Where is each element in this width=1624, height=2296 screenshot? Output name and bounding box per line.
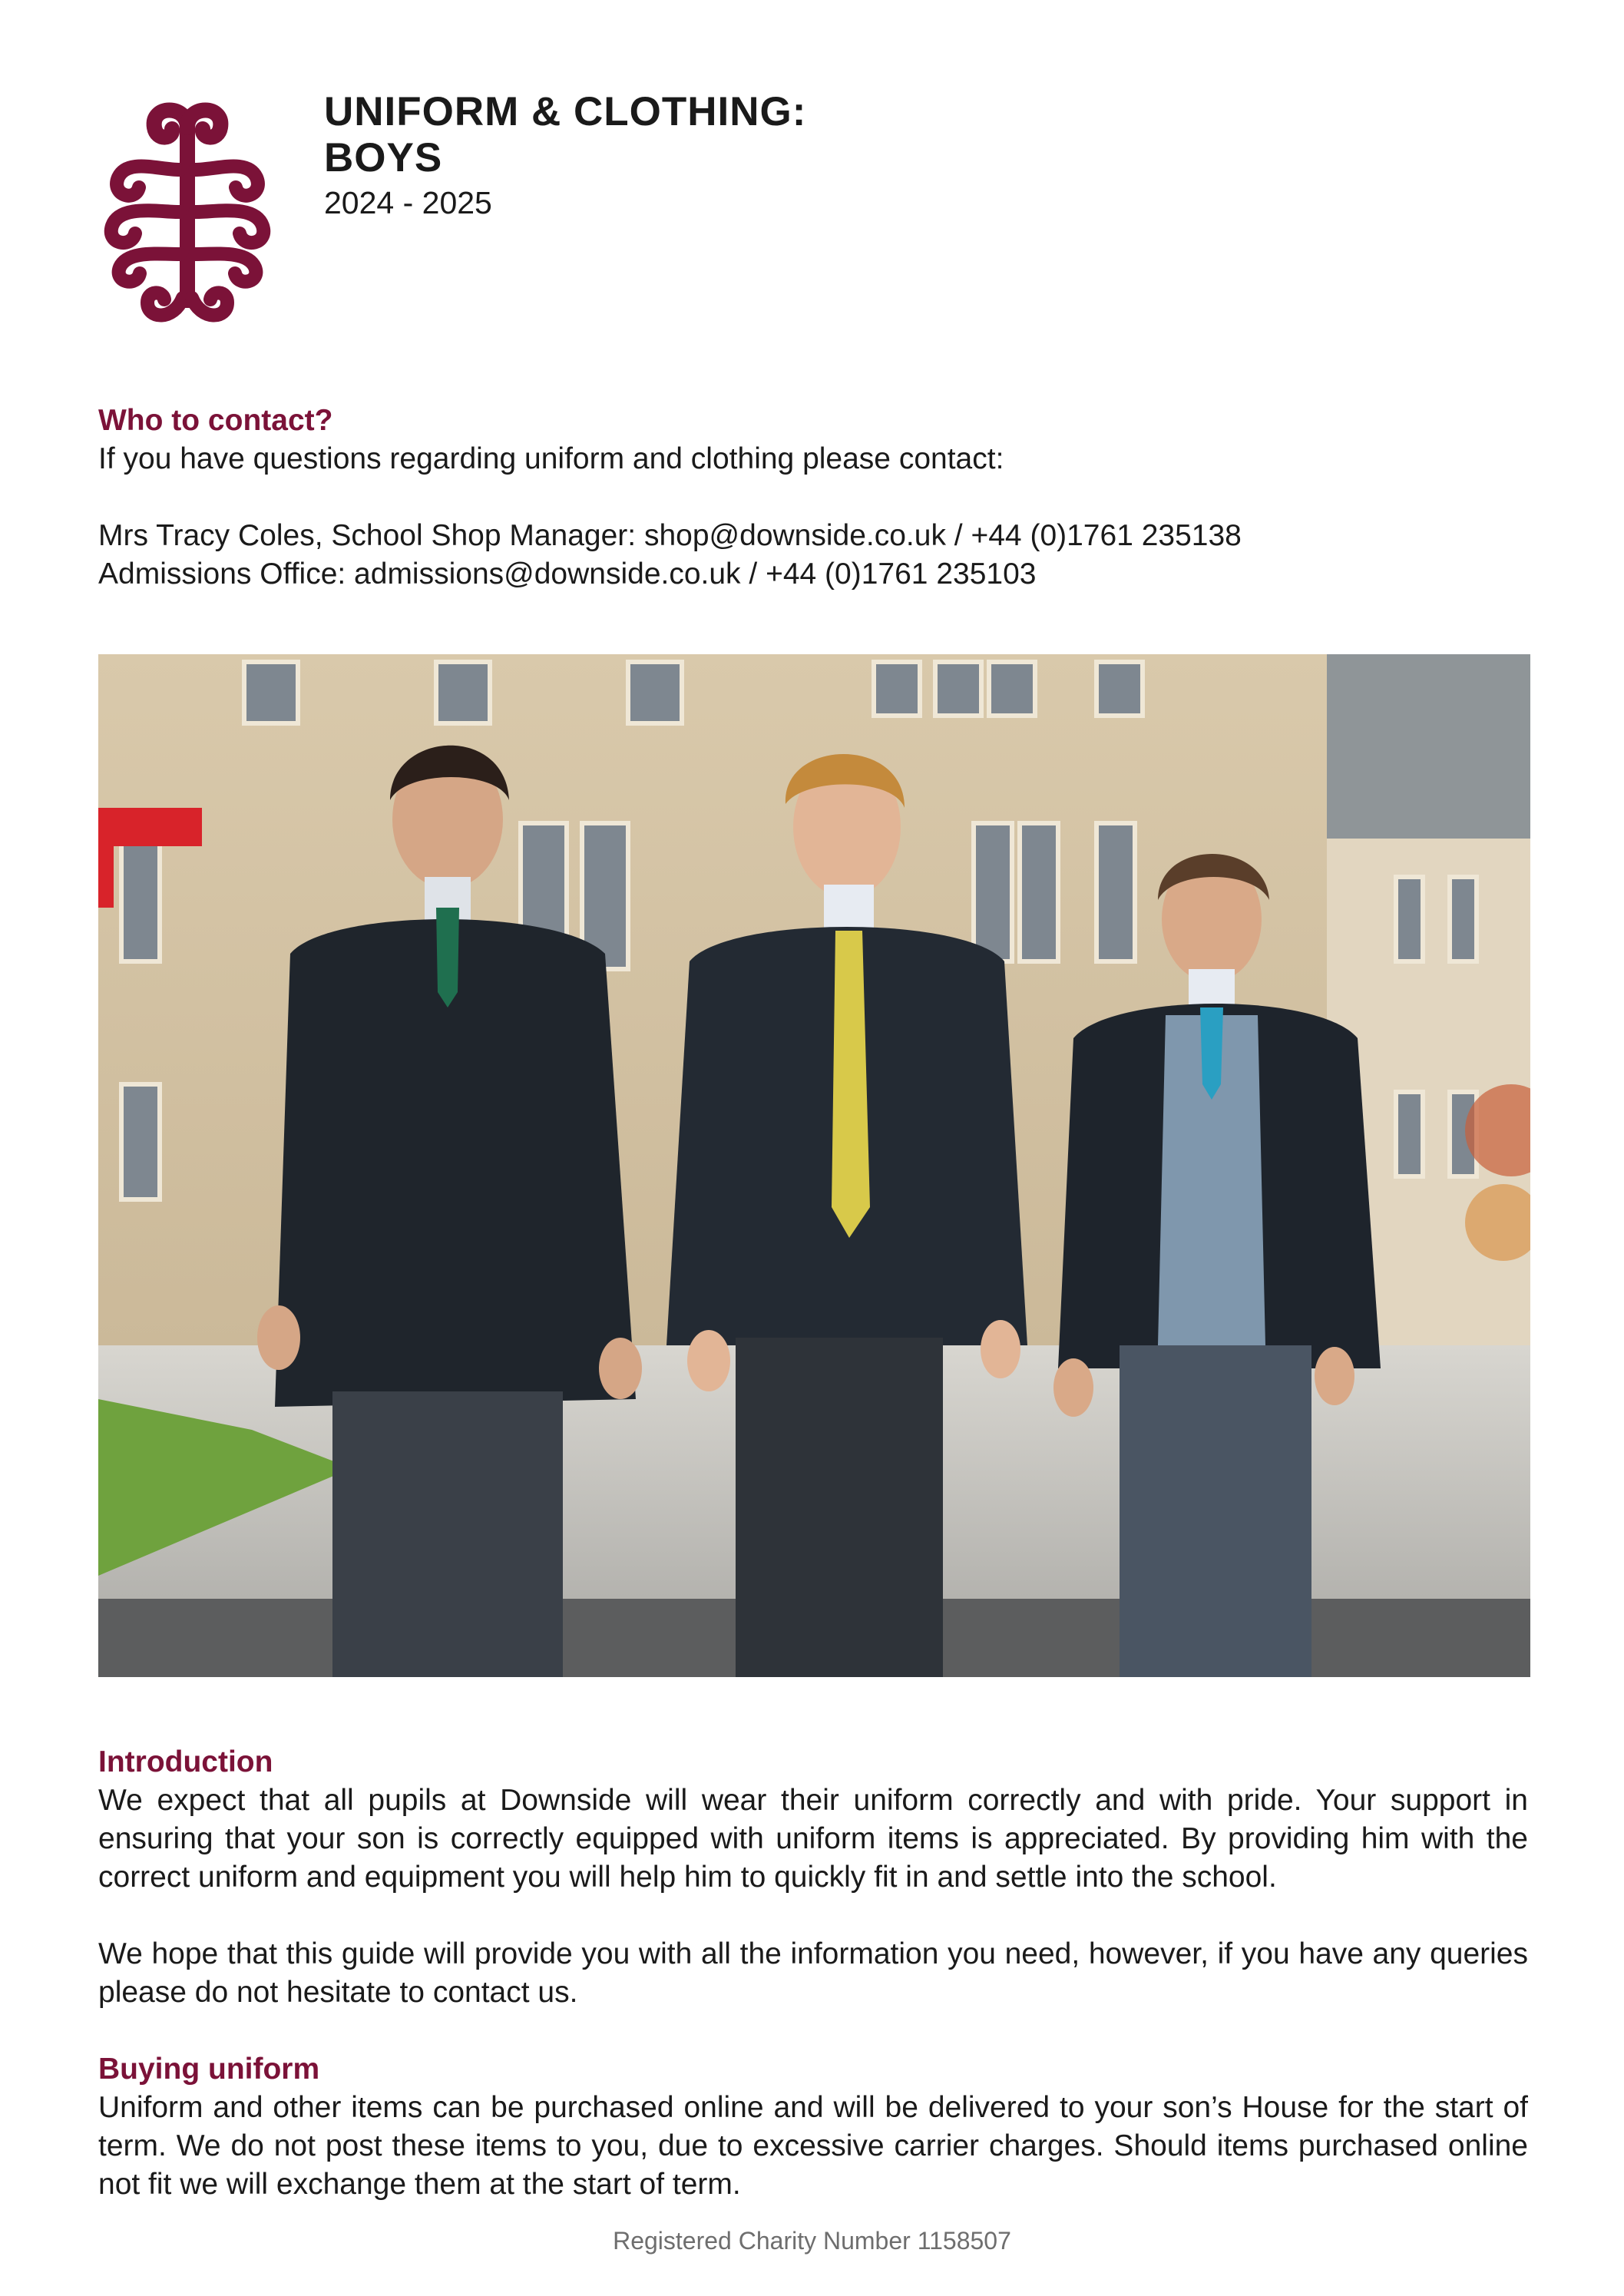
contact-intro: If you have questions regarding uniform and clothing please contact:	[98, 442, 1004, 475]
contact-section	[98, 402, 1528, 594]
contact-admissions: Admissions Office: admissions@downside.co.uk / +44 (0)1761 235103	[98, 557, 1037, 591]
document-title: UNIFORM & CLOTHING:	[324, 89, 807, 134]
contact-heading: Who to contact?	[98, 404, 333, 437]
buying-uniform-heading: Buying uniform	[98, 2053, 320, 2086]
contact-shop-manager: Mrs Tracy Coles, School Shop Manager: shop@downside.co.uk / +44 (0)1761 235138	[98, 519, 1242, 552]
title-block	[324, 89, 806, 223]
buying-uniform-section	[98, 2050, 1528, 2204]
introduction-section	[98, 1743, 1528, 2012]
academic-year: 2024 - 2025	[324, 185, 492, 220]
document-subtitle: BOYS	[324, 135, 443, 180]
students-photo	[98, 654, 1530, 1677]
school-crest-logo	[97, 97, 278, 327]
introduction-heading: Introduction	[98, 1745, 273, 1778]
introduction-paragraph-1: We expect that all pupils at Downside will wear their uniform correctly and with pride. Your support in ensuring that your son is correctly equipped with uniform items is appreciated. By providing him with the correct uniform and equipment you will help him to quickly fit in and settle into the school.	[98, 1784, 1528, 1894]
buying-uniform-paragraph: Uniform and other items can be purchased online and will be delivered to your son’s House for the start of term. We do not post these items to you, due to excessive carrier charges. Should items purchased online not fit we will exchange them at the start of term.	[98, 2091, 1528, 2201]
charity-number-footer: Registered Charity Number 1158507	[613, 2227, 1011, 2255]
introduction-paragraph-2: We hope that this guide will provide you with all the information you need, however, if you have any queries please do not hesitate to contact us.	[98, 1937, 1528, 2009]
